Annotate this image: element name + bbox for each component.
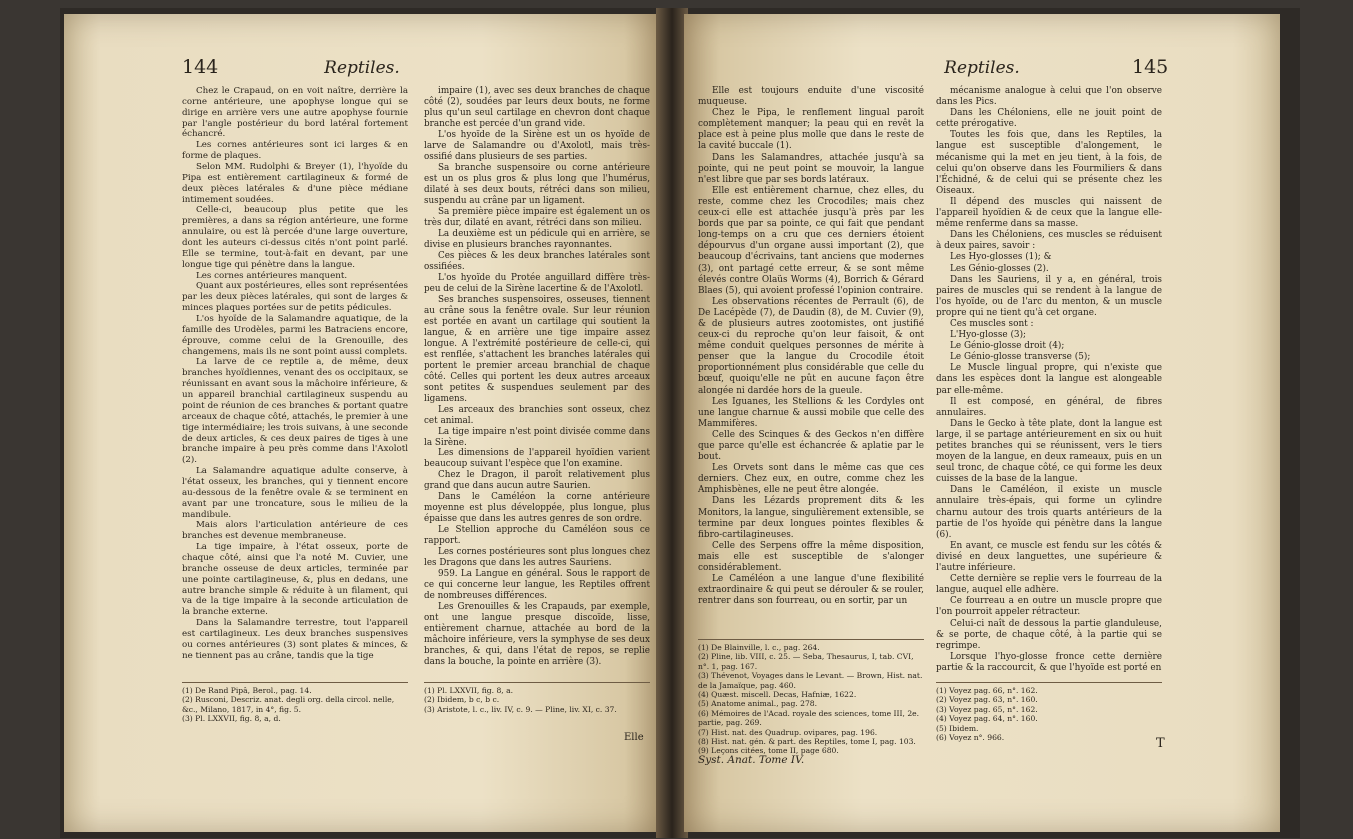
right-page-header xyxy=(684,56,1280,82)
footnote: (4) Voyez pag. 64, n°. 160. xyxy=(936,714,1038,724)
footnote: (1) Voyez pag. 66, n°. 162. xyxy=(936,686,1038,695)
paragraph: Mais alors l'articulation antérieure de ces branches est devenue membraneuse. xyxy=(182,520,408,542)
footnote: (1) De Rand Pipâ, Berol., pag. 14. xyxy=(182,686,312,695)
paragraph: Le Génio-glosse droit (4); xyxy=(950,341,1065,352)
paragraph: Ses branches suspensoires, osseuses, tiennent au crâne sous la fenêtre ovale. Sur leur réunion est portée en avant un cartilage qui soutient la langue, & en arrière une tige impaire assez longue. A l'extrémité postérieure de celle-ci, qui est renflée, s'attachent les branches latérales qui portent le premier arceau branchial de chaque côté. Celles qui portent les deux autres arceaux sont petites & suspendues seulement par des ligamens. xyxy=(424,294,650,404)
left-column-2-footnotes xyxy=(424,682,650,714)
paragraph: Dans les Chéloniens, elle ne jouit point de cette prérogative. xyxy=(936,108,1162,130)
paragraph: Cette dernière se replie vers le fourreau de la langue, auquel elle adhère. xyxy=(936,574,1162,596)
paragraph: Les Génio-glosses (2). xyxy=(950,263,1049,274)
paragraph: Lorsque l'hyo-glosse fronce cette dernière partie & la raccourcit, & que l'hyoïde est porté en xyxy=(936,651,1162,673)
paragraph: Les observations récentes de Perrault (6), de De Lacépède (7), de Daudin (8), de M. Cuvier (9), & de plusieurs autres zootomistes, ont justifié ceux-ci du reproche qu'on leur faisoit, & ont même conduit quelques personnes de mérite à penser que la langue du Crocodile étoit proportionnément plus considérable que celle du bœuf, quoiqu'elle ne pût en aucune façon être alongée ni dardée hors de la gueule. xyxy=(698,296,924,396)
paragraph: Ces pièces & les deux branches latérales sont ossifiées. xyxy=(424,250,650,272)
footnote: (1) Pl. LXXVII, fig. 8, a. xyxy=(424,686,514,695)
paragraph: Sa branche suspensoire ou corne antérieure est un os plus gros & plus long que l'humérus, dilaté à ses deux bouts, rétréci dans son milieu, suspendu au crâne par un ligament. xyxy=(424,162,650,206)
right-page-number: 145 xyxy=(1132,56,1169,78)
paragraph: Les dimensions de l'appareil hyoïdien varient beaucoup suivant l'espèce que l'on examine. xyxy=(424,448,650,470)
footnote: (6) Voyez n°. 966. xyxy=(936,733,1005,743)
paragraph: Chez le Pipa, le renflement lingual paroît complètement manquer; la peau qui en revêt la place est à peine plus molle que dans le reste de la cavité buccale (1). xyxy=(698,108,924,152)
paragraph: Dans les Lézards proprement dits & les Monitors, la langue, singulièrement extensible, se termine par deux longues pointes flexibles & fibro-cartilagineuses. xyxy=(698,496,924,540)
footnote: (2) Rusconi, Descriz. anat. degli org. della circol. nelle, &c., Milano, 1817, in 4°, fig. 5. xyxy=(182,695,395,714)
paragraph: Dans les Salamandres, attachée jusqu'à sa pointe, qui ne peut point se mouvoir, la langue n'est libre que par ses bords latéraux. xyxy=(698,152,924,185)
right-column-2 xyxy=(936,86,1162,674)
paragraph: La deuxième est un pédicule qui en arrière, se divise en plusieurs branches rayonnantes. xyxy=(424,228,650,250)
paragraph: La tige impaire, à l'état osseux, porte de chaque côté, ainsi que l'a noté M. Cuvier, une branche osseuse de deux articles, terminée par une pointe cartilagineuse, &, plus en dedans, une autre branche simple & réduite à un filament, qui va de la tige impaire à la seconde articulation de la branche externe. xyxy=(182,542,408,618)
right-page xyxy=(684,14,1280,832)
paragraph: L'os hyoïde de la Sirène est un os hyoïde de larve de Salamandre ou d'Axolotl, mais très-ossifié dans plusieurs de ses parties. xyxy=(424,129,650,162)
paragraph: La tige impaire n'est point divisée comme dans la Sirène. xyxy=(424,426,650,448)
paragraph: Elle est toujours enduite d'une viscosité muqueuse. xyxy=(698,86,924,108)
paragraph: La Salamandre aquatique adulte conserve, à l'état osseux, les branches, qui y tiennent encore au-dessous de la fenêtre ovale & se terminent en avant par une troncature, sous le milieu de la mandibule. xyxy=(182,466,408,520)
paragraph: Dans les Chéloniens, ces muscles se réduisent à deux paires, savoir : xyxy=(936,230,1162,252)
right-running-head: Reptiles. xyxy=(944,58,1020,78)
paragraph: L'Hyo-glosse (3); xyxy=(950,330,1027,341)
footnote: (2) Ibidem, b c, b c. xyxy=(424,695,500,705)
paragraph: Les Orvets sont dans le même cas que ces derniers. Chez eux, en outre, comme chez les Amphisbènes, elle ne peut être alongée. xyxy=(698,463,924,496)
left-page-number: 144 xyxy=(182,56,219,78)
paragraph: Ces muscles sont : xyxy=(950,318,1034,329)
signature-line: Syst. Anat. Tome IV. xyxy=(698,753,805,766)
paragraph: Dans les Sauriens, il y a, en général, trois paires de muscles qui se rendent à la langue de l'os hyoïde, ou de l'arc du menton, & un muscle propre qui ne tient qu'à cet organe. xyxy=(936,274,1162,318)
paragraph: Le Caméléon a une langue d'une flexibilité extraordinaire & qui peut se dérouler & se rouler, rentrer dans son fourreau, ou en sortir, par un xyxy=(698,574,924,607)
paragraph: Celle des Scinques & des Geckos n'en diffère que parce qu'elle est échancrée & aplatie par le bout. xyxy=(698,429,924,463)
left-running-head: Reptiles. xyxy=(324,58,400,78)
paragraph: Celle-ci, beaucoup plus petite que les premières, a dans sa région antérieure, une forme annulaire, ou est là percée d'une large ouverture, dont les auteurs ci-dessus cités n'ont point parlé. Elle se termine, tout-à-fait en devant, par une longue tige qui pénètre dans la langue. xyxy=(182,205,408,270)
paragraph: L'os hyoïde de la Salamandre aquatique, de la famille des Urodèles, parmi les Batraciens encore, éprouve, comme celui de la Grenouille, des changemens, mais ils ne sont point aussi complets. xyxy=(182,314,408,357)
footnote: (3) Pl. LXXVII, fig. 8, a, d. xyxy=(182,714,281,724)
footnote: (3) Thévenot, Voyages dans le Levant. — Brown, Hist. nat. de la Jamaïque, pag. 460. xyxy=(698,671,923,690)
paragraph: Quant aux postérieures, elles sont représentées par les deux pièces latérales, qui sont de larges & minces plaques portées sur de petits pédicules. xyxy=(182,281,408,314)
paragraph: 959. La Langue en général. Sous le rapport de ce qui concerne leur langue, les Reptiles offrent de nombreuses différences. xyxy=(424,569,650,602)
paragraph: Les Grenouilles & les Crapauds, par exemple, ont une langue presque discoïde, lisse, entièrement charnue, attachée au bord de la mâchoire inférieure, vers la symphyse de ses deux branches, & qui, dans l'état de repos, se replie dans la bouche, la pointe en arrière (3). xyxy=(424,602,650,668)
right-column-1 xyxy=(698,86,924,607)
paragraph: Les cornes antérieures sont ici larges & en forme de plaques. xyxy=(182,140,408,162)
paragraph: Celle des Serpens offre la même disposition, mais elle est susceptible de s'alonger considérablement. xyxy=(698,540,924,574)
right-column-1-footnotes xyxy=(698,639,924,765)
paragraph: mécanisme analogue à celui que l'on observe dans les Pics. xyxy=(936,86,1162,108)
paragraph: Celui-ci naît de dessous la partie glanduleuse, & se porte, de chaque côté, à la partie qui se regrimpe. xyxy=(936,618,1162,651)
paragraph: Il est composé, en général, de fibres annulaires. xyxy=(936,396,1162,418)
paragraph: Le Muscle lingual propre, qui n'existe que dans les espèces dont la langue est alongeable par elle-même. xyxy=(936,363,1162,396)
footnote: (8) Hist. nat. gén. & part. des Reptiles, tome I, pag. 103. xyxy=(698,737,916,747)
left-page-header xyxy=(64,56,660,82)
paragraph: Chez le Dragon, il paroît relativement plus grand que dans aucun autre Saurien. xyxy=(424,470,650,492)
paragraph: Selon MM. Rudolphi & Breyer (1), l'hyoïde du Pipa est entièrement cartilagineux & formé de deux pièces latérales & d'une pièce médiane intimement soudées. xyxy=(182,162,408,205)
paragraph: Dans le Caméléon la corne antérieure moyenne est plus développée, plus longue, plus épaisse que dans les autres genres de son ordre. xyxy=(424,492,650,525)
paragraph: impaire (1), avec ses deux branches de chaque côté (2), soudées par leurs deux bouts, ne forme plus qu'un seul cartilage en chevron dont chaque branche est percée d'un grand vide. xyxy=(424,86,650,129)
paragraph: Les cornes postérieures sont plus longues chez les Dragons que dans les autres Sauriens. xyxy=(424,547,650,569)
paragraph: Dans le Gecko à tête plate, dont la langue est large, il se partage antérieurement en six ou huit petites branches qui se réunissent, vers le tiers moyen de la langue, en deux rameaux, puis en un seul tronc, de chaque côté, ce qui forme les deux cuisses de la base de la langue. xyxy=(936,418,1162,485)
paragraph: Sa première pièce impaire est également un os très dur, dilaté en avant, rétréci dans son milieu. xyxy=(424,206,650,228)
right-column-2-footnotes xyxy=(936,682,1162,742)
footnote: (4) Quæst. miscell. Decas, Hafniæ, 1622. xyxy=(698,690,857,700)
paragraph: En avant, ce muscle est fendu sur les côtés & divisé en deux languettes, une supérieure & l'autre inférieure. xyxy=(936,540,1162,574)
footnote: (1) De Blainville, l. c., pag. 264. xyxy=(698,643,820,652)
paragraph: Chez le Crapaud, on en voit naître, derrière la corne antérieure, une apophyse longue qui se dirige en arrière vers une autre apophyse fournie par l'angle postérieur du bord latéral fortement échancré. xyxy=(182,86,408,140)
paragraph: Les cornes antérieures manquent. xyxy=(196,270,348,281)
paragraph: Le Génio-glosse transverse (5); xyxy=(950,352,1091,363)
footnote: (9) Leçons citées, tome II, page 680. xyxy=(698,746,839,756)
left-page xyxy=(64,14,660,832)
signature-letter: T xyxy=(1156,736,1165,751)
paragraph: Les Iguanes, les Stellions & les Cordyles ont une langue charnue & aussi mobile que celle des Mammifères. xyxy=(698,396,924,429)
paragraph: Les Hyo-glosses (1); & xyxy=(950,252,1052,263)
paragraph: Le Stellion approche du Caméléon sous ce rapport. xyxy=(424,525,650,547)
left-catchword: Elle xyxy=(624,732,644,743)
footnote: (7) Hist. nat. des Quadrup. ovipares, pag. 196. xyxy=(698,727,878,737)
footnote: (2) Voyez pag. 63, n°. 160. xyxy=(936,695,1038,705)
paragraph: Ce fourreau a en outre un muscle propre que l'on pourroit appeler rétracteur. xyxy=(936,596,1162,618)
book-spread xyxy=(60,8,1300,838)
left-column-2 xyxy=(424,86,650,668)
left-column-1 xyxy=(182,86,408,662)
footnote: (5) Ibidem. xyxy=(936,723,979,733)
footnote: (5) Anatome animal., pag. 278. xyxy=(698,699,818,709)
paragraph: Les arceaux des branchies sont osseux, chez cet animal. xyxy=(424,404,650,426)
footnote: (6) Mémoires de l'Acad. royale des sciences, tome III, 2e. partie, pag. 269. xyxy=(698,708,920,728)
paragraph: Dans le Caméléon, il existe un muscle annulaire très-épais, qui forme un cylindre charnu autour des trois quarts antérieurs de la partie de l'os hyoïde qui pénètre dans la langue (6). xyxy=(936,485,1162,540)
paragraph: Il dépend des muscles qui naissent de l'appareil hyoïdien & de ceux que la langue elle-même renferme dans sa masse. xyxy=(936,196,1162,230)
footnote: (2) Pline, lib. VIII, c. 25. — Seba, Thesaurus, I, tab. CVI, n°. 1, pag. 167. xyxy=(698,652,914,671)
paragraph: Elle est entièrement charnue, chez elles, du reste, comme chez les Crocodiles; mais chez ceux-ci elle est attachée jusqu'à près par les bords que par sa pointe, ce qui fait que pendant long-temps on a cru que ces derniers étoient dépourvus d'un organe aussi important (2), que beaucoup d'écrivains, tant anciens que modernes (3), ont partagé cette erreur, & se sont même élevés contre Olaüs Worms (4), Borrich & Gérard Blaes (5), qui avoient professé l'opinion contraire. xyxy=(698,185,924,296)
paragraph: Dans la Salamandre terrestre, tout l'appareil est cartilagineux. Les deux branches suspensives ou cornes antérieures (3) sont plates & minces, & ne tiennent pas au crâne, tandis que la tige xyxy=(182,618,408,661)
left-column-1-footnotes xyxy=(182,682,408,724)
footnote: (3) Aristote, l. c., liv. IV, c. 9. — Pline, liv. XI, c. 37. xyxy=(424,704,617,714)
paragraph: Toutes les fois que, dans les Reptiles, la langue est susceptible d'alongement, le mécanisme qui la met en jeu tient, à la fois, de celui qu'on observe dans les Fourmiliers & dans l'Échidné, & de celui qui se présente chez les Oiseaux. xyxy=(936,130,1162,196)
paragraph: L'os hyoïde du Protée anguillard diffère très-peu de celui de la Sirène lacertine & de l'Axolotl. xyxy=(424,272,650,294)
paragraph: La larve de ce reptile a, de même, deux branches hyoïdiennes, venant des os occipitaux, se réunissant en avant sous la mâchoire inférieure, & un appareil branchial cartilagineux suspendu au point de réunion de ces branches & portant quatre arceaux de chaque côté, attachés, le premier à une tige intermédiaire; les trois suivans, à une seconde de deux articles, & ces deux paires de tiges à une branche impaire à peu près comme dans l'Axolotl (2). xyxy=(182,357,408,466)
footnote: (3) Voyez pag. 65, n°. 162. xyxy=(936,704,1038,714)
